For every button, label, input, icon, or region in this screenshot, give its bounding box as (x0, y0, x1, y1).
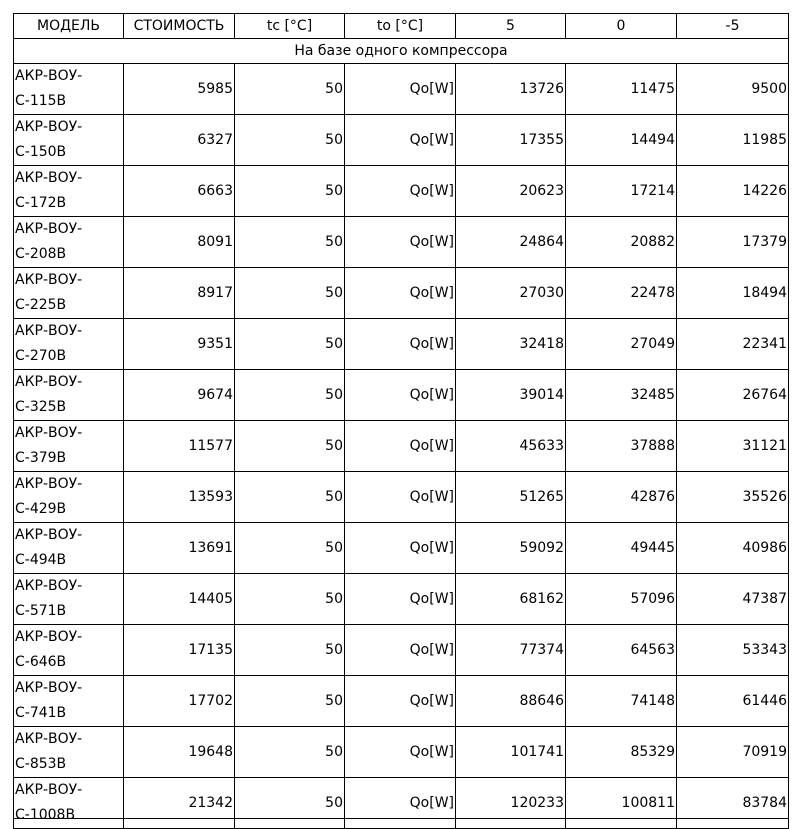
model-cell: АКР-ВОУ-С-429В (14, 472, 124, 523)
section-title: На базе одного компрессора (14, 39, 789, 64)
tc-cell: 50 (235, 727, 345, 778)
value-temp-0-cell: 49445 (566, 523, 677, 574)
value-temp-5-cell: 68162 (456, 574, 566, 625)
model-cell: АКР-ВОУ-С-172В (14, 166, 124, 217)
model-cell: АКР-ВОУ-С-325В (14, 370, 124, 421)
to-cell: Qo[W] (345, 421, 456, 472)
table-row (14, 472, 789, 523)
tc-cell: 50 (235, 472, 345, 523)
table-row (14, 217, 789, 268)
model-cell: АКР-ВОУ-С-853В (14, 727, 124, 778)
price-cell: 6663 (124, 166, 235, 217)
tc-cell: 50 (235, 574, 345, 625)
price-cell: 9674 (124, 370, 235, 421)
to-cell: Qo[W] (345, 676, 456, 727)
table-row (14, 421, 789, 472)
model-cell: АКР-ВОУ-С-571В (14, 574, 124, 625)
header-model: МОДЕЛЬ (14, 14, 124, 39)
table-row (14, 166, 789, 217)
value-temp-minus5-cell: 31121 (677, 421, 789, 472)
model-cell: АКР-ВОУ-С-208В (14, 217, 124, 268)
value-temp-5-cell: 59092 (456, 523, 566, 574)
value-temp-5-cell: 17355 (456, 115, 566, 166)
header-temp-5: 5 (456, 14, 566, 39)
value-temp-0-cell: 22478 (566, 268, 677, 319)
tc-cell: 50 (235, 64, 345, 115)
price-cell: 8917 (124, 268, 235, 319)
value-temp-0-cell: 57096 (566, 574, 677, 625)
to-cell: Qo[W] (345, 472, 456, 523)
model-cell: АКР-ВОУ-С-646В (14, 625, 124, 676)
table-row (14, 523, 789, 574)
value-temp-5-cell: 120233 (456, 778, 566, 829)
tc-cell: 50 (235, 523, 345, 574)
value-temp-0-cell: 74148 (566, 676, 677, 727)
value-temp-minus5-cell: 18494 (677, 268, 789, 319)
tc-cell: 50 (235, 319, 345, 370)
header-to: to [°C] (345, 14, 456, 39)
tc-cell: 50 (235, 676, 345, 727)
to-cell: Qo[W] (345, 523, 456, 574)
table-bottom-edge (13, 818, 789, 819)
value-temp-minus5-cell: 14226 (677, 166, 789, 217)
value-temp-5-cell: 51265 (456, 472, 566, 523)
to-cell: Qo[W] (345, 268, 456, 319)
value-temp-0-cell: 85329 (566, 727, 677, 778)
tc-cell: 50 (235, 166, 345, 217)
value-temp-0-cell: 20882 (566, 217, 677, 268)
value-temp-minus5-cell: 35526 (677, 472, 789, 523)
price-cell: 19648 (124, 727, 235, 778)
model-cell: АКР-ВОУ-С-270В (14, 319, 124, 370)
to-cell: Qo[W] (345, 319, 456, 370)
to-cell: Qo[W] (345, 778, 456, 829)
value-temp-minus5-cell: 9500 (677, 64, 789, 115)
tc-cell: 50 (235, 217, 345, 268)
model-cell: АКР-ВОУ-С-1008В (14, 778, 124, 829)
price-cell: 8091 (124, 217, 235, 268)
value-temp-0-cell: 100811 (566, 778, 677, 829)
tc-cell: 50 (235, 778, 345, 829)
table-row (14, 268, 789, 319)
price-cell: 14405 (124, 574, 235, 625)
table-row (14, 64, 789, 115)
model-cell: АКР-ВОУ-С-115В (14, 64, 124, 115)
table-row (14, 676, 789, 727)
value-temp-minus5-cell: 40986 (677, 523, 789, 574)
price-cell: 13593 (124, 472, 235, 523)
value-temp-5-cell: 32418 (456, 319, 566, 370)
value-temp-0-cell: 27049 (566, 319, 677, 370)
price-cell: 6327 (124, 115, 235, 166)
value-temp-5-cell: 27030 (456, 268, 566, 319)
section-row (14, 39, 789, 64)
table-row (14, 370, 789, 421)
model-cell: АКР-ВОУ-С-379В (14, 421, 124, 472)
to-cell: Qo[W] (345, 625, 456, 676)
table-row (14, 778, 789, 829)
value-temp-minus5-cell: 22341 (677, 319, 789, 370)
price-cell: 13691 (124, 523, 235, 574)
value-temp-5-cell: 24864 (456, 217, 566, 268)
tc-cell: 50 (235, 421, 345, 472)
table-row (14, 574, 789, 625)
value-temp-minus5-cell: 70919 (677, 727, 789, 778)
value-temp-0-cell: 17214 (566, 166, 677, 217)
table-row (14, 727, 789, 778)
table-row (14, 319, 789, 370)
to-cell: Qo[W] (345, 727, 456, 778)
value-temp-minus5-cell: 61446 (677, 676, 789, 727)
header-price: СТОИМОСТЬ (124, 14, 235, 39)
value-temp-5-cell: 39014 (456, 370, 566, 421)
value-temp-minus5-cell: 53343 (677, 625, 789, 676)
price-cell: 21342 (124, 778, 235, 829)
header-tc: tc [°C] (235, 14, 345, 39)
model-cell: АКР-ВОУ-С-225В (14, 268, 124, 319)
price-cell: 9351 (124, 319, 235, 370)
model-cell: АКР-ВОУ-С-741В (14, 676, 124, 727)
value-temp-5-cell: 20623 (456, 166, 566, 217)
value-temp-5-cell: 45633 (456, 421, 566, 472)
value-temp-5-cell: 13726 (456, 64, 566, 115)
tc-cell: 50 (235, 268, 345, 319)
price-table (13, 13, 789, 829)
model-cell: АКР-ВОУ-С-494В (14, 523, 124, 574)
value-temp-5-cell: 101741 (456, 727, 566, 778)
value-temp-5-cell: 77374 (456, 625, 566, 676)
value-temp-minus5-cell: 26764 (677, 370, 789, 421)
price-cell: 5985 (124, 64, 235, 115)
table-row (14, 625, 789, 676)
price-cell: 17702 (124, 676, 235, 727)
tc-cell: 50 (235, 115, 345, 166)
price-cell: 17135 (124, 625, 235, 676)
value-temp-0-cell: 64563 (566, 625, 677, 676)
value-temp-0-cell: 11475 (566, 64, 677, 115)
value-temp-minus5-cell: 47387 (677, 574, 789, 625)
table-row (14, 115, 789, 166)
header-row (14, 14, 789, 39)
value-temp-0-cell: 37888 (566, 421, 677, 472)
header-temp-0: 0 (566, 14, 677, 39)
value-temp-minus5-cell: 83784 (677, 778, 789, 829)
to-cell: Qo[W] (345, 64, 456, 115)
tc-cell: 50 (235, 625, 345, 676)
value-temp-minus5-cell: 17379 (677, 217, 789, 268)
price-cell: 11577 (124, 421, 235, 472)
tc-cell: 50 (235, 370, 345, 421)
to-cell: Qo[W] (345, 370, 456, 421)
value-temp-5-cell: 88646 (456, 676, 566, 727)
header-temp-minus5: -5 (677, 14, 789, 39)
to-cell: Qo[W] (345, 217, 456, 268)
value-temp-0-cell: 14494 (566, 115, 677, 166)
model-cell: АКР-ВОУ-С-150В (14, 115, 124, 166)
value-temp-minus5-cell: 11985 (677, 115, 789, 166)
to-cell: Qo[W] (345, 574, 456, 625)
value-temp-0-cell: 42876 (566, 472, 677, 523)
to-cell: Qo[W] (345, 115, 456, 166)
to-cell: Qo[W] (345, 166, 456, 217)
value-temp-0-cell: 32485 (566, 370, 677, 421)
